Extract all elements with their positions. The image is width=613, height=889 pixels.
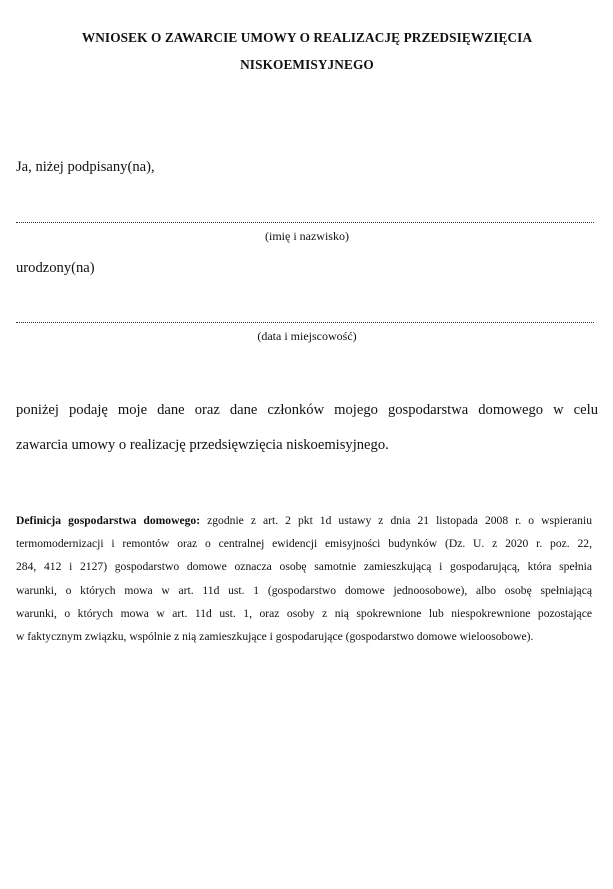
date-place-caption: (data i miejscowość) [257,329,357,343]
document-title-line-2: NISKOEMISYJNEGO [240,57,374,72]
statement-paragraph [16,393,598,463]
born-label: urodzony(na) [16,260,95,276]
date-place-dotted-line [16,319,594,323]
definition-line-2: termomodernizacji i remontów oraz o centralnej ewidencji emisyjności budynków (Dz. U. z 2020 r. poz. 22, [16,537,592,551]
statement-line-2: zawarcia umowy o realizację przedsięwzięcia niskoemisyjnego. [16,437,389,453]
name-dotted-line [16,219,594,223]
household-definition [16,509,592,648]
definition-line-5: warunki, o których mowa w art. 11d ust. 1, oraz osoby z nią spokrewnione lub niespokrewnione pozostające [16,606,592,620]
definition-line-3: 284, 412 i 2127) gospodarstwo domowe oznacza osobę samotnie zamieszkującą i gospodarującą, która spełnia [16,560,592,574]
name-caption: (imię i nazwisko) [265,229,349,243]
definition-line-4: warunki, o których mowa w art. 11d ust. 1 (gospodarstwo domowe jednoosobowe), albo osobę spełniającą [16,583,592,597]
document-title-line-1: WNIOSEK O ZAWARCIE UMOWY O REALIZACJĘ PRZEDSIĘWZIĘCIA [81,30,533,45]
statement-line-1: poniżej podaję moje dane oraz dane członków mojego gospodarstwa domowego w celu [16,402,598,418]
definition-line-1-text: zgodnie z art. 2 pkt 1d ustawy z dnia 21 listopada 2008 r. o wspieraniu [207,514,592,527]
definition-term: Definicja gospodarstwa domowego: [16,514,201,527]
intro-text: Ja, niżej podpisany(na), [16,159,155,175]
definition-line-6: w faktycznym związku, wspólnie z nią zamieszkujące i gospodarujące (gospodarstwo domowe wieloosobowe). [16,630,534,644]
definition-line-1 [16,509,592,532]
